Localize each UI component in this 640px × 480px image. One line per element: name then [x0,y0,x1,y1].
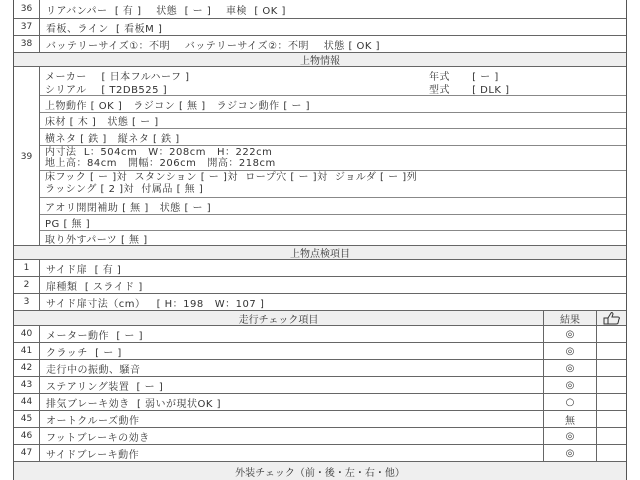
driving-row-44 [14,394,626,411]
body-dimension-row [40,146,626,171]
section-title: 上物点検項目 [290,249,350,260]
row-36 [14,0,626,19]
driving-row-42 [14,360,626,377]
check-cell [596,326,626,342]
inspection-sheet [13,0,627,480]
row-text: フットブレーキの効き [46,432,150,444]
body-hook-row [40,171,626,198]
section-header-body-info [14,53,626,67]
result-cell: ◎ [543,377,596,393]
row-text: サイドブレーキ動作 [46,449,140,461]
row-number: 39 [14,67,40,246]
row-37 [14,19,626,36]
row-text: 排気ブレーキ効き [ 弱いが現状OK ] [46,398,222,410]
driving-row-41 [14,343,626,360]
row-text: オートクルーズ動作 [46,415,140,427]
row-number: 3 [14,294,40,310]
result-cell: ◎ [543,343,596,359]
body-operation-row [40,96,626,113]
row-text: 床フック [ ー ]対 スタンション [ ー ]対 ロープ穴 [ ー ]対 ジョルダ [ ー ]列 ラッシング [ 2 ]対 付属品 [ 無 ] [45,172,418,195]
row-text: メーター動作 [ ー ] [46,330,144,342]
body-pg-row [40,215,626,231]
result-cell: ◎ [543,360,596,376]
row-text: サイド扉寸法（cm） [ H：198 W：107 ] [46,298,265,310]
inspection-row-3 [14,294,626,311]
driving-row-47 [14,445,626,462]
check-cell [596,445,626,461]
section-title: 上物情報 [300,56,340,67]
result-cell: ○ [543,394,596,410]
result-cell: ◎ [543,445,596,461]
driving-row-46 [14,428,626,445]
row-text: 上物動作 [ OK ] ラジコン [ 無 ] ラジコン動作 [ ー ] [45,100,311,112]
check-cell [596,411,626,427]
check-cell [596,377,626,393]
check-cell [596,360,626,376]
section-header-driving-check [14,311,626,326]
row-number: 47 [14,445,40,461]
section-title: 外装チェック（前・後・左・右・他） [235,467,405,479]
body-model: 型式 [ DLK ] [429,85,510,96]
body-serial: シリアル [ T2DB525 ] [45,85,168,96]
inspection-row-1 [14,260,626,277]
row-text: 内寸法 L：504cm W：208cm H：222cm 地上高：84cm 開幅：206cm 開高：218cm [45,147,276,169]
row-38 [14,36,626,53]
row-text: サイド扉 [ 有 ] [46,264,122,276]
row-text: 床材 [ 木 ] 状態 [ ー ] [45,117,159,128]
check-cell [596,428,626,444]
body-parts-row [40,231,626,246]
body-floor-row [40,113,626,129]
row-text: 取り外すパーツ [ 無 ] [45,235,148,246]
result-cell: ◎ [543,326,596,342]
body-year: 年式 [ ー ] [429,72,499,83]
result-cell: ◎ [543,428,596,444]
row-text: PG [ 無 ] [45,219,91,230]
row-text: クラッチ [ ー ] [46,347,122,359]
row-number: 43 [14,377,40,393]
body-maker: メーカー [ 日本フルハーフ ] [45,72,190,83]
row-number: 36 [14,0,40,18]
row-text: 扉種類 [ スライド ] [46,281,143,293]
row-number: 38 [14,36,40,52]
row-number: 1 [14,260,40,276]
row-number: 44 [14,394,40,410]
inspection-row-2 [14,277,626,294]
row-number: 40 [14,326,40,342]
body-beam-row [40,129,626,146]
row-text: 看板、ライン [ 看板M ] [46,23,163,35]
row-number: 41 [14,343,40,359]
row-text: アオリ開閉補助 [ 無 ] 状態 [ ー ] [45,202,212,214]
row-text: バッテリーサイズ①：不明 バッテリーサイズ②：不明 状態 [ OK ] [46,40,381,52]
section-header-exterior [14,462,626,480]
row-text: リアバンパー [ 有 ] 状態 [ ー ] 車検 [ OK ] [46,5,286,17]
result-cell: 無 [543,411,596,427]
driving-row-43 [14,377,626,394]
row-text: 走行中の振動、騒音 [46,364,141,376]
section-title: 走行チェック項目 [238,314,319,326]
thumbs-up-icon [596,311,626,325]
body-info-block [14,67,626,246]
driving-row-40 [14,326,626,343]
check-cell [596,394,626,410]
driving-row-45 [14,411,626,428]
result-header: 結果 [543,311,596,325]
check-cell [596,343,626,359]
row-number: 2 [14,277,40,293]
row-number: 46 [14,428,40,444]
row-number: 45 [14,411,40,427]
row-text: 横ネタ [ 鉄 ] 縦ネタ [ 鉄 ] [45,133,180,145]
row-number: 42 [14,360,40,376]
row-text: ステアリング装置 [ ー ] [46,381,164,393]
body-flap-row [40,198,626,215]
section-header-body-inspection [14,246,626,260]
body-maker-row [40,67,626,96]
row-number: 37 [14,19,40,35]
